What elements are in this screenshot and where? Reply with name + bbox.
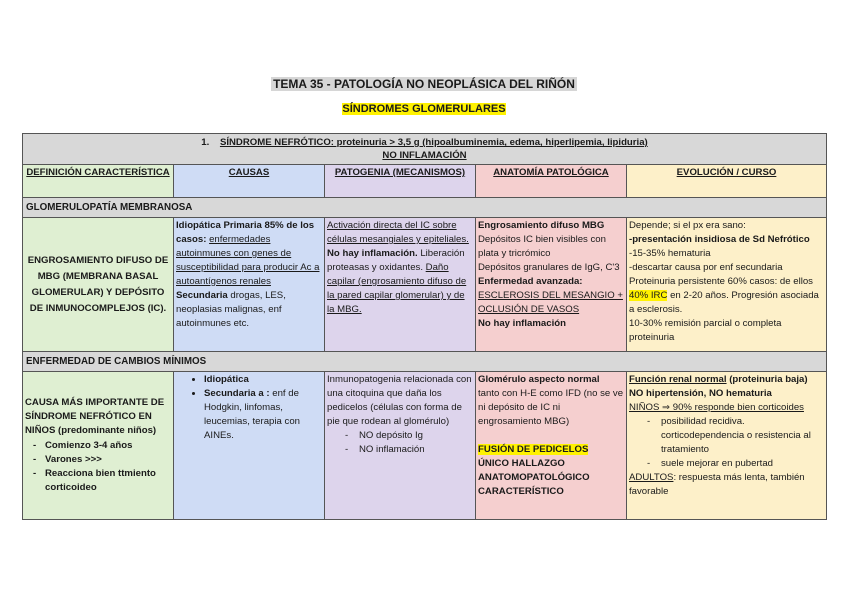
list-item: • Secundaria a : enf de Hodgkin, linfomas, leucemias, terapia con AINEs. — [204, 387, 322, 443]
list-item: - posibilidad recidiva. corticodependencia o resistencia al tratamiento — [661, 415, 824, 457]
highlight-irc: 40% IRC — [629, 290, 668, 301]
col-header-evolucion: EVOLUCIÓN / CURSO — [627, 165, 827, 198]
glomerular-syndromes-table — [22, 133, 827, 520]
list-item: - NO depósito Ig — [359, 429, 473, 443]
cambios-minimos-patogenia: Inmunopatogenia relacionada con una citoquina que daña los pedicelos (células con forma de pie que rodean al glomérulo) - NO depósito Ig - NO inflamación — [325, 372, 476, 520]
list-item: • Idiopática — [204, 373, 322, 387]
col-header-definicion: DEFINICIÓN CARACTERÍSTICA — [23, 165, 174, 198]
list-item: - Comienzo 3-4 años — [45, 439, 171, 453]
list-item: - NO inflamación — [359, 443, 473, 457]
document-subtitle: SÍNDROMES GLOMERULARES — [342, 103, 506, 115]
membranosa-anatomia: Engrosamiento difuso MBG Depósitos IC bien visibles con plata y tricrómico Depósitos granulares de IgG, C'3 Enfermedad avanzada: ESCLEROSIS DEL MESANGIO + OCLUSIÓN DE VASOS No hay inflamación — [476, 218, 627, 352]
list-item: - suele mejorar en pubertad — [661, 457, 824, 471]
membranosa-evolucion: Depende; si el px era sano: -presentación insidiosa de Sd Nefrótico -15-35% hematuria -descartar causa por enf secundaria Proteinuria persistente 60% casos: de ellos 40% IRC en 2-20 años. Progresión asociada a esclerosis. 10-30% remisión parcial o completa proteinuria — [627, 218, 827, 352]
cambios-minimos-evolucion: Función renal normal (proteinuria baja) NO hipertensión, NO hematuria NIÑOS ⇒ 90% responde bien corticoides - posibilidad recidiva. corticodependencia o resistencia al tratamiento - suele mejorar en pubertad ADULTOS: respuesta más lenta, también favorable — [627, 372, 827, 520]
section-membranosa: GLOMERULOPATÍA MEMBRANOSA — [23, 198, 827, 218]
list-item: - Reacciona bien ttmiento corticoideo — [45, 467, 171, 495]
col-header-anatomia: ANATOMÍA PATOLÓGICA — [476, 165, 627, 198]
membranosa-causas: Idiopática Primaria 85% de los casos: enfermedades autoinmunes con genes de susceptibilidad para producir Ac a autoantígenos renales Secundaria drogas, LES, neoplasias malignas, enf autoinmunes etc. — [174, 218, 325, 352]
document-title: TEMA 35 - PATOLOGÍA NO NEOPLÁSICA DEL RIÑÓN — [273, 77, 575, 91]
col-header-patogenia: PATOGENIA (MECANISMOS) — [325, 165, 476, 198]
list-item: - Varones >>> — [45, 453, 171, 467]
highlight-fusion-pedicelos: FUSIÓN DE PEDICELOS — [478, 444, 589, 455]
section-cambios-minimos: ENFERMEDAD DE CAMBIOS MÍNIMOS — [23, 352, 827, 372]
col-header-causas: CAUSAS — [174, 165, 325, 198]
cambios-minimos-anatomia: Glomérulo aspecto normal tanto con H-E como IFD (no se ve ni depósito de IC ni engrosamiento MBG) FUSIÓN DE PEDICELOS ÚNICO HALLAZGO ANATOMOPATOLÓGICO CARACTERÍSTICO — [476, 372, 627, 520]
section-header-nefrotico: 1. SÍNDROME NEFRÓTICO: proteinuria > 3,5 g (hipoalbuminemia, edema, hiperlipemia, lipiduria) NO INFLAMACIÓN — [23, 134, 827, 165]
membranosa-patogenia: Activación directa del IC sobre células mesangiales y epiteliales. No hay inflamación. Liberación proteasas y oxidantes. Daño capilar (engrosamiento difuso de la pared capilar glomerular) y de la MBG. — [325, 218, 476, 352]
cambios-minimos-definicion: CAUSA MÁS IMPORTANTE DE SÍNDROME NEFRÓTICO EN NIÑOS (predominante niños) - Comienzo 3-4 años - Varones >>> - Reacciona bien ttmiento corticoideo — [23, 372, 174, 520]
membranosa-definicion: ENGROSAMIENTO DIFUSO DE MBG (MEMBRANA BASAL GLOMERULAR) Y DEPÓSITO DE INMUNOCOMPLEJOS (IC). — [23, 218, 174, 352]
cambios-minimos-causas — [174, 372, 325, 520]
